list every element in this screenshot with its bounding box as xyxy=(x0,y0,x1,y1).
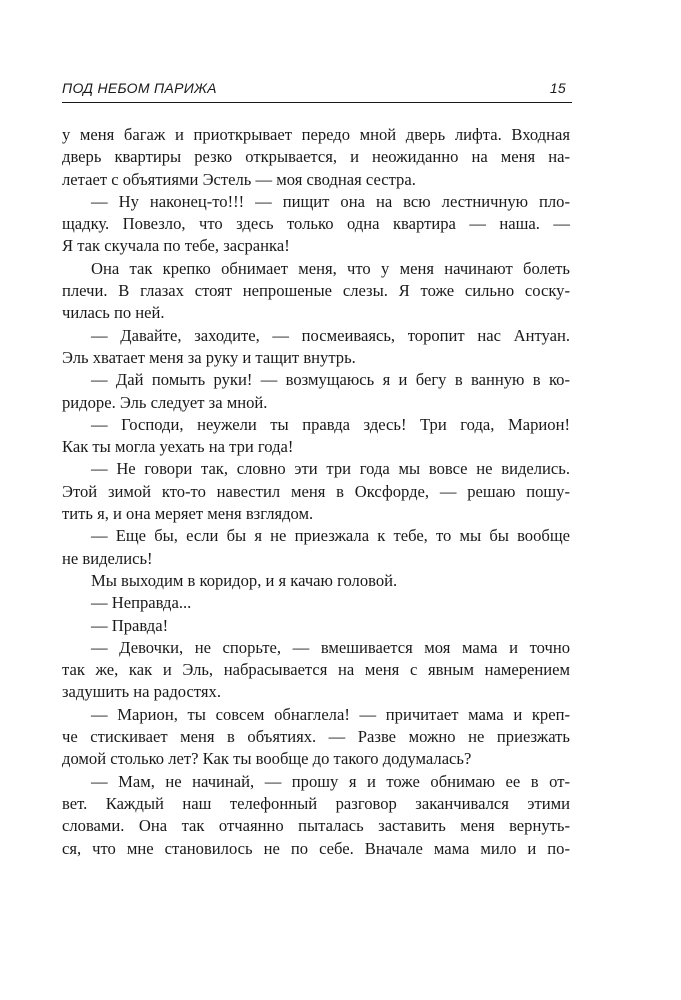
text-line: — Дай помыть руки! — возмущаюсь я и бегу в ванную в ко- xyxy=(91,370,570,390)
text-line: — Правда! xyxy=(91,615,169,635)
text-line: Я так скучала по тебе, засранка! xyxy=(62,236,290,256)
text-line: — Господи, неужели ты правда здесь! Три года, Марион! xyxy=(91,414,570,434)
text-line: задушить на радостях. xyxy=(62,682,221,702)
text-line: плечи. В глазах стоят непрошеные слезы. Я тоже сильно соску- xyxy=(62,281,570,301)
text-line: че стискивает меня в объятиях. — Разве можно не приезжать xyxy=(62,727,570,747)
text-line: словами. Она так отчаянно пыталась заставить меня вернуть- xyxy=(62,816,570,836)
text-line: щадку. Повезло, что здесь только одна квартира — наша. — xyxy=(62,214,570,234)
text-line: Мы выходим в коридор, и я качаю головой. xyxy=(91,570,398,590)
text-line: вет. Каждый наш телефонный разговор заканчивался этими xyxy=(62,793,570,813)
text-line: летает с объятиями Эстель — моя сводная сестра. xyxy=(62,169,416,189)
body-text xyxy=(62,124,570,860)
text-line: Она так крепко обнимает меня, что у меня начинают болеть xyxy=(91,258,570,278)
text-line: ридоре. Эль следует за мной. xyxy=(62,392,268,412)
text-line: — Давайте, заходите, — посмеиваясь, торопит нас Антуан. xyxy=(91,325,570,345)
text-line: ся, что мне становилось не по себе. Вначале мама мило и по- xyxy=(62,838,570,858)
text-line: — Девочки, не спорьте, — вмешивается моя мама и точно xyxy=(91,637,570,657)
text-line: у меня багаж и приоткрывает передо мной дверь лифта. Входная xyxy=(62,125,570,144)
text-line: — Марион, ты совсем обнаглела! — причитает мама и креп- xyxy=(91,704,570,724)
text-line: домой столько лет? Как ты вообще до такого додумалась? xyxy=(62,749,472,769)
text-line: тить я, и она меряет меня взглядом. xyxy=(62,504,314,524)
text-line: дверь квартиры резко открывается, и неожиданно на меня на- xyxy=(62,147,570,167)
text-line: — Еще бы, если бы я не приезжала к тебе, то мы бы вообще xyxy=(91,526,570,546)
running-head xyxy=(62,76,572,103)
page-number: 15 xyxy=(549,80,566,96)
text-line: Как ты могла уехать на три года! xyxy=(62,437,294,457)
text-line: Эль хватает меня за руку и тащит внутрь. xyxy=(62,347,356,367)
text-line: не виделись! xyxy=(62,548,153,568)
text-line: — Мам, не начинай, — прошу я и тоже обнимаю ее в от- xyxy=(91,771,570,791)
text-line: так же, как и Эль, набрасывается на меня с явным намерением xyxy=(62,660,570,680)
running-title: ПОД НЕБОМ ПАРИЖА xyxy=(62,80,217,96)
text-line: — Не говори так, словно эти три года мы вовсе не виделись. xyxy=(91,459,570,479)
text-line: Этой зимой кто-то навестил меня в Оксфорде, — решаю пошу- xyxy=(62,481,570,501)
text-line: — Неправда... xyxy=(91,593,192,613)
text-line: — Ну наконец-то!!! — пищит она на всю лестничную пло- xyxy=(91,191,570,211)
text-line: чилась по ней. xyxy=(62,303,165,323)
